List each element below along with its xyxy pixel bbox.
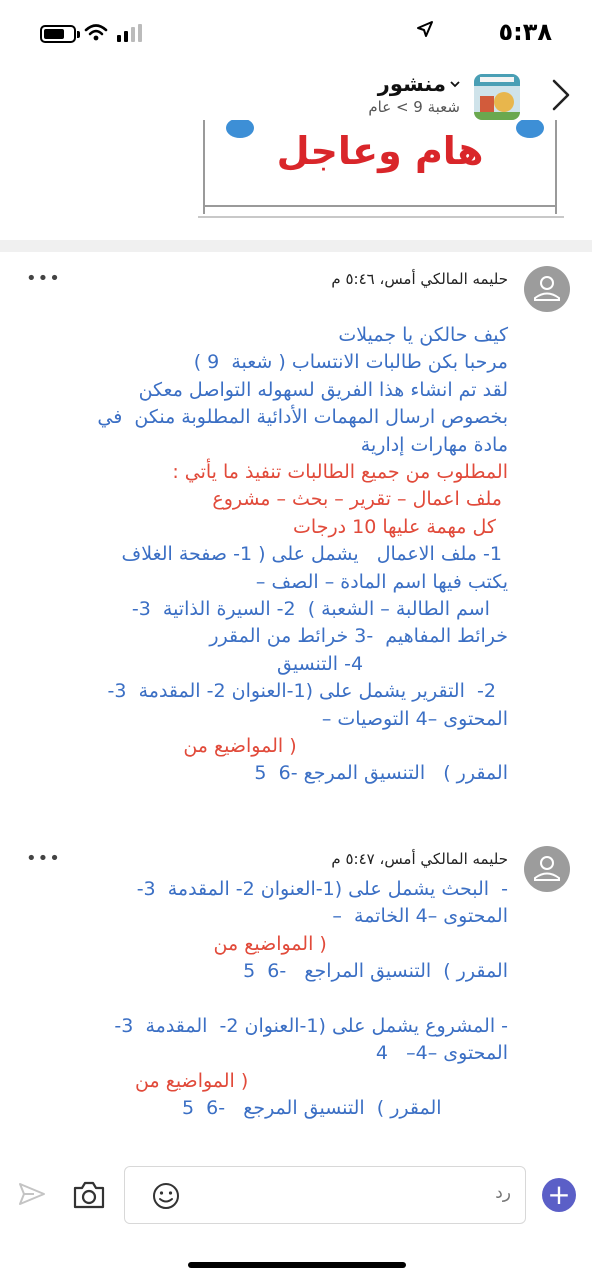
post-body-line: كيف حالكن يا جميلات — [338, 324, 508, 346]
status-time: ٥:٣٨ — [498, 18, 552, 46]
more-options-icon[interactable]: ••• — [26, 848, 61, 869]
battery-icon — [40, 25, 76, 43]
channel-breadcrumb: شعبة 9 > عام — [368, 98, 460, 116]
back-chevron-icon[interactable] — [550, 78, 572, 112]
post-body-line: ( المواضيع من — [183, 735, 508, 757]
post-body-line: كل مهمة عليها 10 درجات — [293, 515, 508, 538]
post-body-line: مرحبا بكن طالبات الانتساب ( شعبة 9 ) — [193, 351, 508, 374]
post-body-line: ( المواضيع من — [213, 932, 508, 955]
section-divider — [0, 240, 592, 252]
camera-icon[interactable] — [72, 1180, 106, 1210]
dropdown-chevron-icon — [450, 80, 460, 88]
post-body-line: المقرر ) التنسيق المراجع -6 5 — [243, 960, 508, 983]
post-body-line: خرائط المفاهيم -3 خرائط من المقرر — [209, 625, 508, 648]
home-indicator — [188, 1262, 406, 1268]
post-body-line: اسم الطالبة – الشعبة ) 2- السيرة الذاتية 3- — [131, 598, 508, 620]
post-card — [0, 252, 592, 812]
post-body-line: ملف اعمال – تقرير – بحث – مشروع — [212, 488, 508, 511]
post-body-line: المحتوى –4 التوصيات – — [321, 707, 508, 730]
post-body-line: مادة مهارات إدارية — [360, 433, 508, 456]
wifi-icon — [84, 22, 108, 42]
person-icon — [524, 266, 570, 312]
reply-input[interactable] — [124, 1166, 526, 1224]
post-card — [0, 836, 592, 1136]
more-options-icon[interactable]: ••• — [26, 268, 61, 289]
channel-header — [0, 64, 592, 126]
post-body-line: المطلوب من جميع الطالبات تنفيذ ما يأتي : — [172, 461, 508, 483]
location-arrow-icon — [416, 20, 434, 38]
status-bar — [0, 0, 592, 64]
post-meta: حليمه المالكي أمس، ٥:٤٦ م — [331, 270, 508, 288]
post-body-line: ( المواضيع من — [135, 1069, 508, 1092]
post-body-line: لقد تم انشاء هذا الفريق لسهوله التواصل معكن — [138, 378, 508, 401]
avatar[interactable] — [524, 266, 570, 312]
post-body-line: 1- ملف الاعمال يشمل على ( 1- صفحة الغلاف — [121, 543, 508, 566]
post-body-line: - البحث يشمل على (1-العنوان 2- المقدمة 3- — [136, 878, 508, 900]
post-body-line: - المشروع يشمل على (1-العنوان 2- المقدمة 3- — [114, 1015, 508, 1037]
person-icon — [524, 846, 570, 892]
post-body-line: المحتوى –4– 4 — [375, 1042, 508, 1065]
composer-bar — [0, 1148, 592, 1280]
post-body-line: المقرر ) التنسيق المرجع -6 5 — [181, 1097, 508, 1120]
emoji-icon[interactable] — [151, 1181, 181, 1211]
avatar[interactable] — [524, 846, 570, 892]
reply-placeholder: رد — [495, 1183, 511, 1203]
add-button[interactable]: + — [542, 1178, 576, 1212]
post-body-line: المقرر ) التنسيق المرجع -6 5 — [254, 762, 508, 785]
post-body-line: 2- التقرير يشمل على (1-العنوان 2- المقدمة 3- — [107, 680, 508, 703]
signal-icon — [116, 24, 144, 42]
banner-image — [194, 120, 566, 220]
post-body-line: المحتوى –4 الخاتمة – — [332, 905, 508, 928]
banner-text: هام وعاجل — [276, 129, 484, 173]
channel-title[interactable] — [378, 72, 460, 96]
channel-title-text: منشور — [377, 72, 446, 96]
team-avatar[interactable] — [474, 74, 520, 120]
post-body-line: 4- التنسيق — [276, 652, 508, 675]
banner-divider — [198, 216, 564, 218]
send-icon[interactable] — [16, 1178, 48, 1210]
post-meta: حليمه المالكي أمس، ٥:٤٧ م — [331, 850, 508, 868]
post-body-line: بخصوص ارسال المهمات الأدائية المطلوبة منكن في — [97, 406, 508, 429]
post-body-line: يكتب فيها اسم المادة – الصف – — [255, 570, 508, 593]
